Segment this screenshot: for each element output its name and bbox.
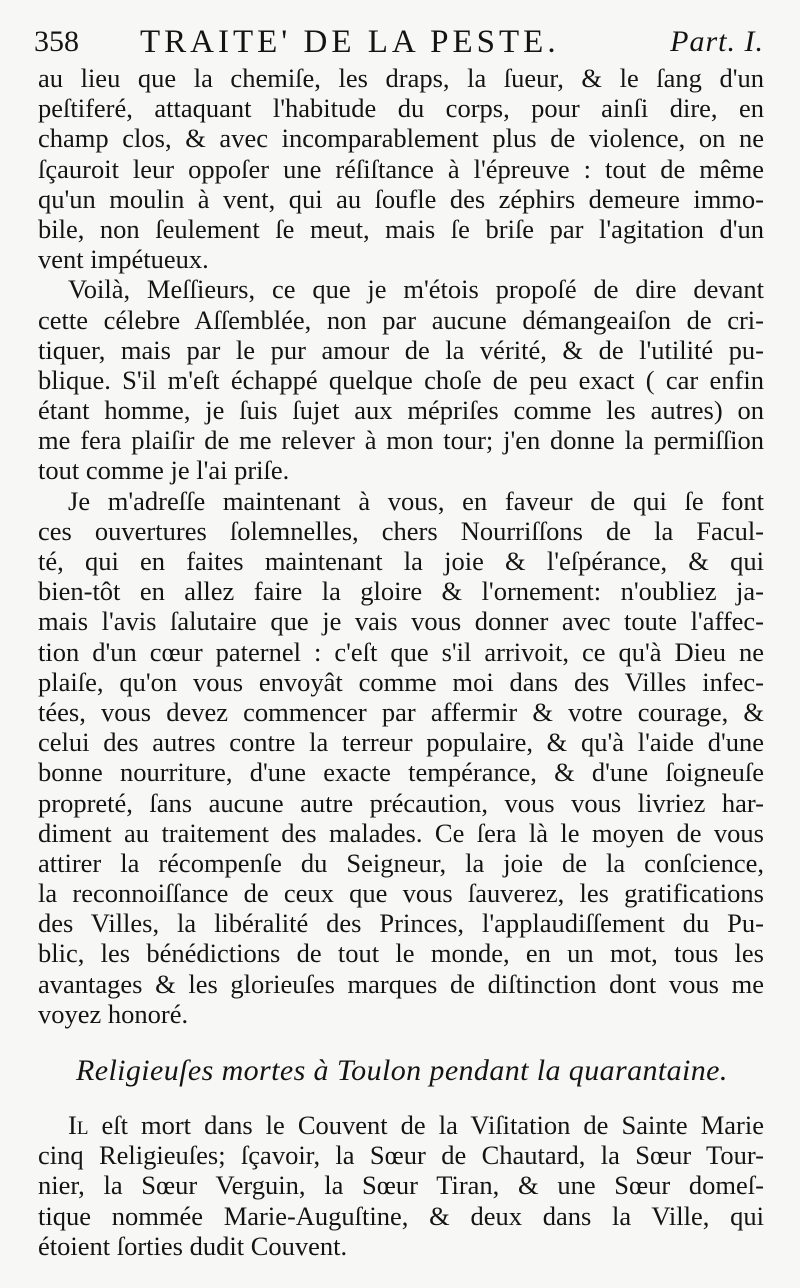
body-text bbox=[38, 63, 764, 1029]
paragraph-2 bbox=[38, 274, 764, 485]
page-number: 358 bbox=[34, 25, 79, 58]
text-line: me fera plaiſir de me relever à mon tour; j'en donne la permiſſion bbox=[38, 425, 764, 456]
paragraph-1 bbox=[38, 63, 764, 274]
section-heading: Religieuſes mortes à Toulon pendant la quarantaine. bbox=[76, 1054, 728, 1087]
text-line: au lieu que la chemiſe, les draps, la ſueur, & le ſang d'un bbox=[38, 63, 764, 93]
text-line: tées, vous devez commencer par affermir & votre courage, & bbox=[38, 696, 764, 727]
drop-lead: Il bbox=[68, 1110, 89, 1140]
text-line: peſtiferé, attaquant l'habitude du corps, pour ainſi dire, en bbox=[38, 93, 764, 124]
text-line: plaiſe, qu'on vous envoyât comme moi dans des Villes infec- bbox=[38, 666, 764, 697]
running-head bbox=[34, 22, 770, 62]
section-body bbox=[38, 1110, 764, 1261]
text-line: blic, les bénédictions de tout le monde, en un mot, tous les bbox=[38, 938, 764, 969]
running-title: TRAITE' DE LA PESTE. bbox=[140, 24, 560, 60]
text-line-rest: eſt mort dans le Couvent de la Viſitation de Sainte Marie bbox=[88, 1110, 764, 1140]
running-part: Part. I. bbox=[670, 25, 764, 58]
text-line: ces ouvertures ſolemnelles, chers Nourriſſons de la Facul- bbox=[38, 515, 764, 546]
text-line: bile, non ſeulement ſe meut, mais ſe briſe par l'agitation d'un bbox=[38, 213, 764, 244]
text-line: des Villes, la libéralité des Princes, l'applaudiſſement du Pu- bbox=[38, 908, 764, 939]
text-line: avantages & les glorieuſes marques de diſtinction dont vous me bbox=[38, 968, 764, 999]
text-line: étoient ſorties dudit Couvent. bbox=[38, 1230, 348, 1261]
text-line: attirer la récompenſe du Seigneur, la joie de la conſcience, bbox=[38, 847, 764, 878]
text-line: la reconnoiſſance de ceux que vous ſauverez, les gratifications bbox=[38, 878, 764, 909]
text-line: cette célebre Aſſemblée, non par aucune démangeaiſon de cri- bbox=[38, 304, 764, 335]
text-line: cinq Religieuſes; ſçavoir, la Sœur de Chautard, la Sœur Tour- bbox=[38, 1140, 764, 1171]
text-line: étant homme, je ſuis ſujet aux mépriſes comme les autres) on bbox=[38, 395, 764, 426]
text-line: Je m'adreſſe maintenant à vous, en faveur de qui ſe font bbox=[68, 485, 764, 516]
text-line: propreté, ſans aucune autre précaution, vous vous livriez har- bbox=[38, 787, 764, 818]
text-line: Voilà, Meſſieurs, ce que je m'étois propoſé de dire devant bbox=[68, 274, 764, 305]
text-line: vent impétueux. bbox=[38, 244, 209, 275]
text-line bbox=[38, 1110, 764, 1140]
text-line: ſçauroit leur oppoſer une réſiſtance à l'épreuve : tout de même bbox=[38, 153, 764, 184]
text-line: tiquer, mais par le pur amour de la vérité, & de l'utilité pu- bbox=[38, 334, 764, 365]
text-line: champ clos, & avec incomparablement plus de violence, on ne bbox=[38, 123, 764, 154]
text-line: blique. S'il m'eſt échappé quelque choſe de peu exact ( car enfin bbox=[38, 364, 764, 395]
text-line: bonne nourriture, d'une exacte tempérance, & d'une ſoigneuſe bbox=[38, 757, 764, 788]
text-line: mais l'avis ſalutaire que je vais vous donner avec toute l'affec- bbox=[38, 606, 764, 637]
text-line: tion d'un cœur paternel : c'eſt que s'il arrivoit, ce qu'à Dieu ne bbox=[38, 636, 764, 667]
text-line: diment au traitement des malades. Ce ſera là le moyen de vous bbox=[38, 817, 764, 848]
text-line: té, qui en faites maintenant la joie & l'eſpérance, & qui bbox=[38, 546, 764, 576]
paragraph-3 bbox=[38, 486, 764, 1029]
text-line: tout comme je l'ai priſe. bbox=[38, 455, 290, 486]
text-line: qu'un moulin à vent, qui au ſoufle des zéphirs demeure immo- bbox=[38, 183, 764, 214]
text-line: bien-tôt en allez faire la gloire & l'ornement: n'oubliez ja- bbox=[38, 576, 764, 607]
text-line: voyez honoré. bbox=[38, 998, 189, 1029]
text-line: celui des autres contre la terreur populaire, & qu'à l'aide d'une bbox=[38, 727, 764, 758]
text-line: tique nommée Marie-Auguſtine, & deux dans la Ville, qui bbox=[38, 1200, 764, 1231]
text-line: nier, la Sœur Verguin, la Sœur Tiran, & une Sœur domeſ- bbox=[38, 1170, 764, 1201]
